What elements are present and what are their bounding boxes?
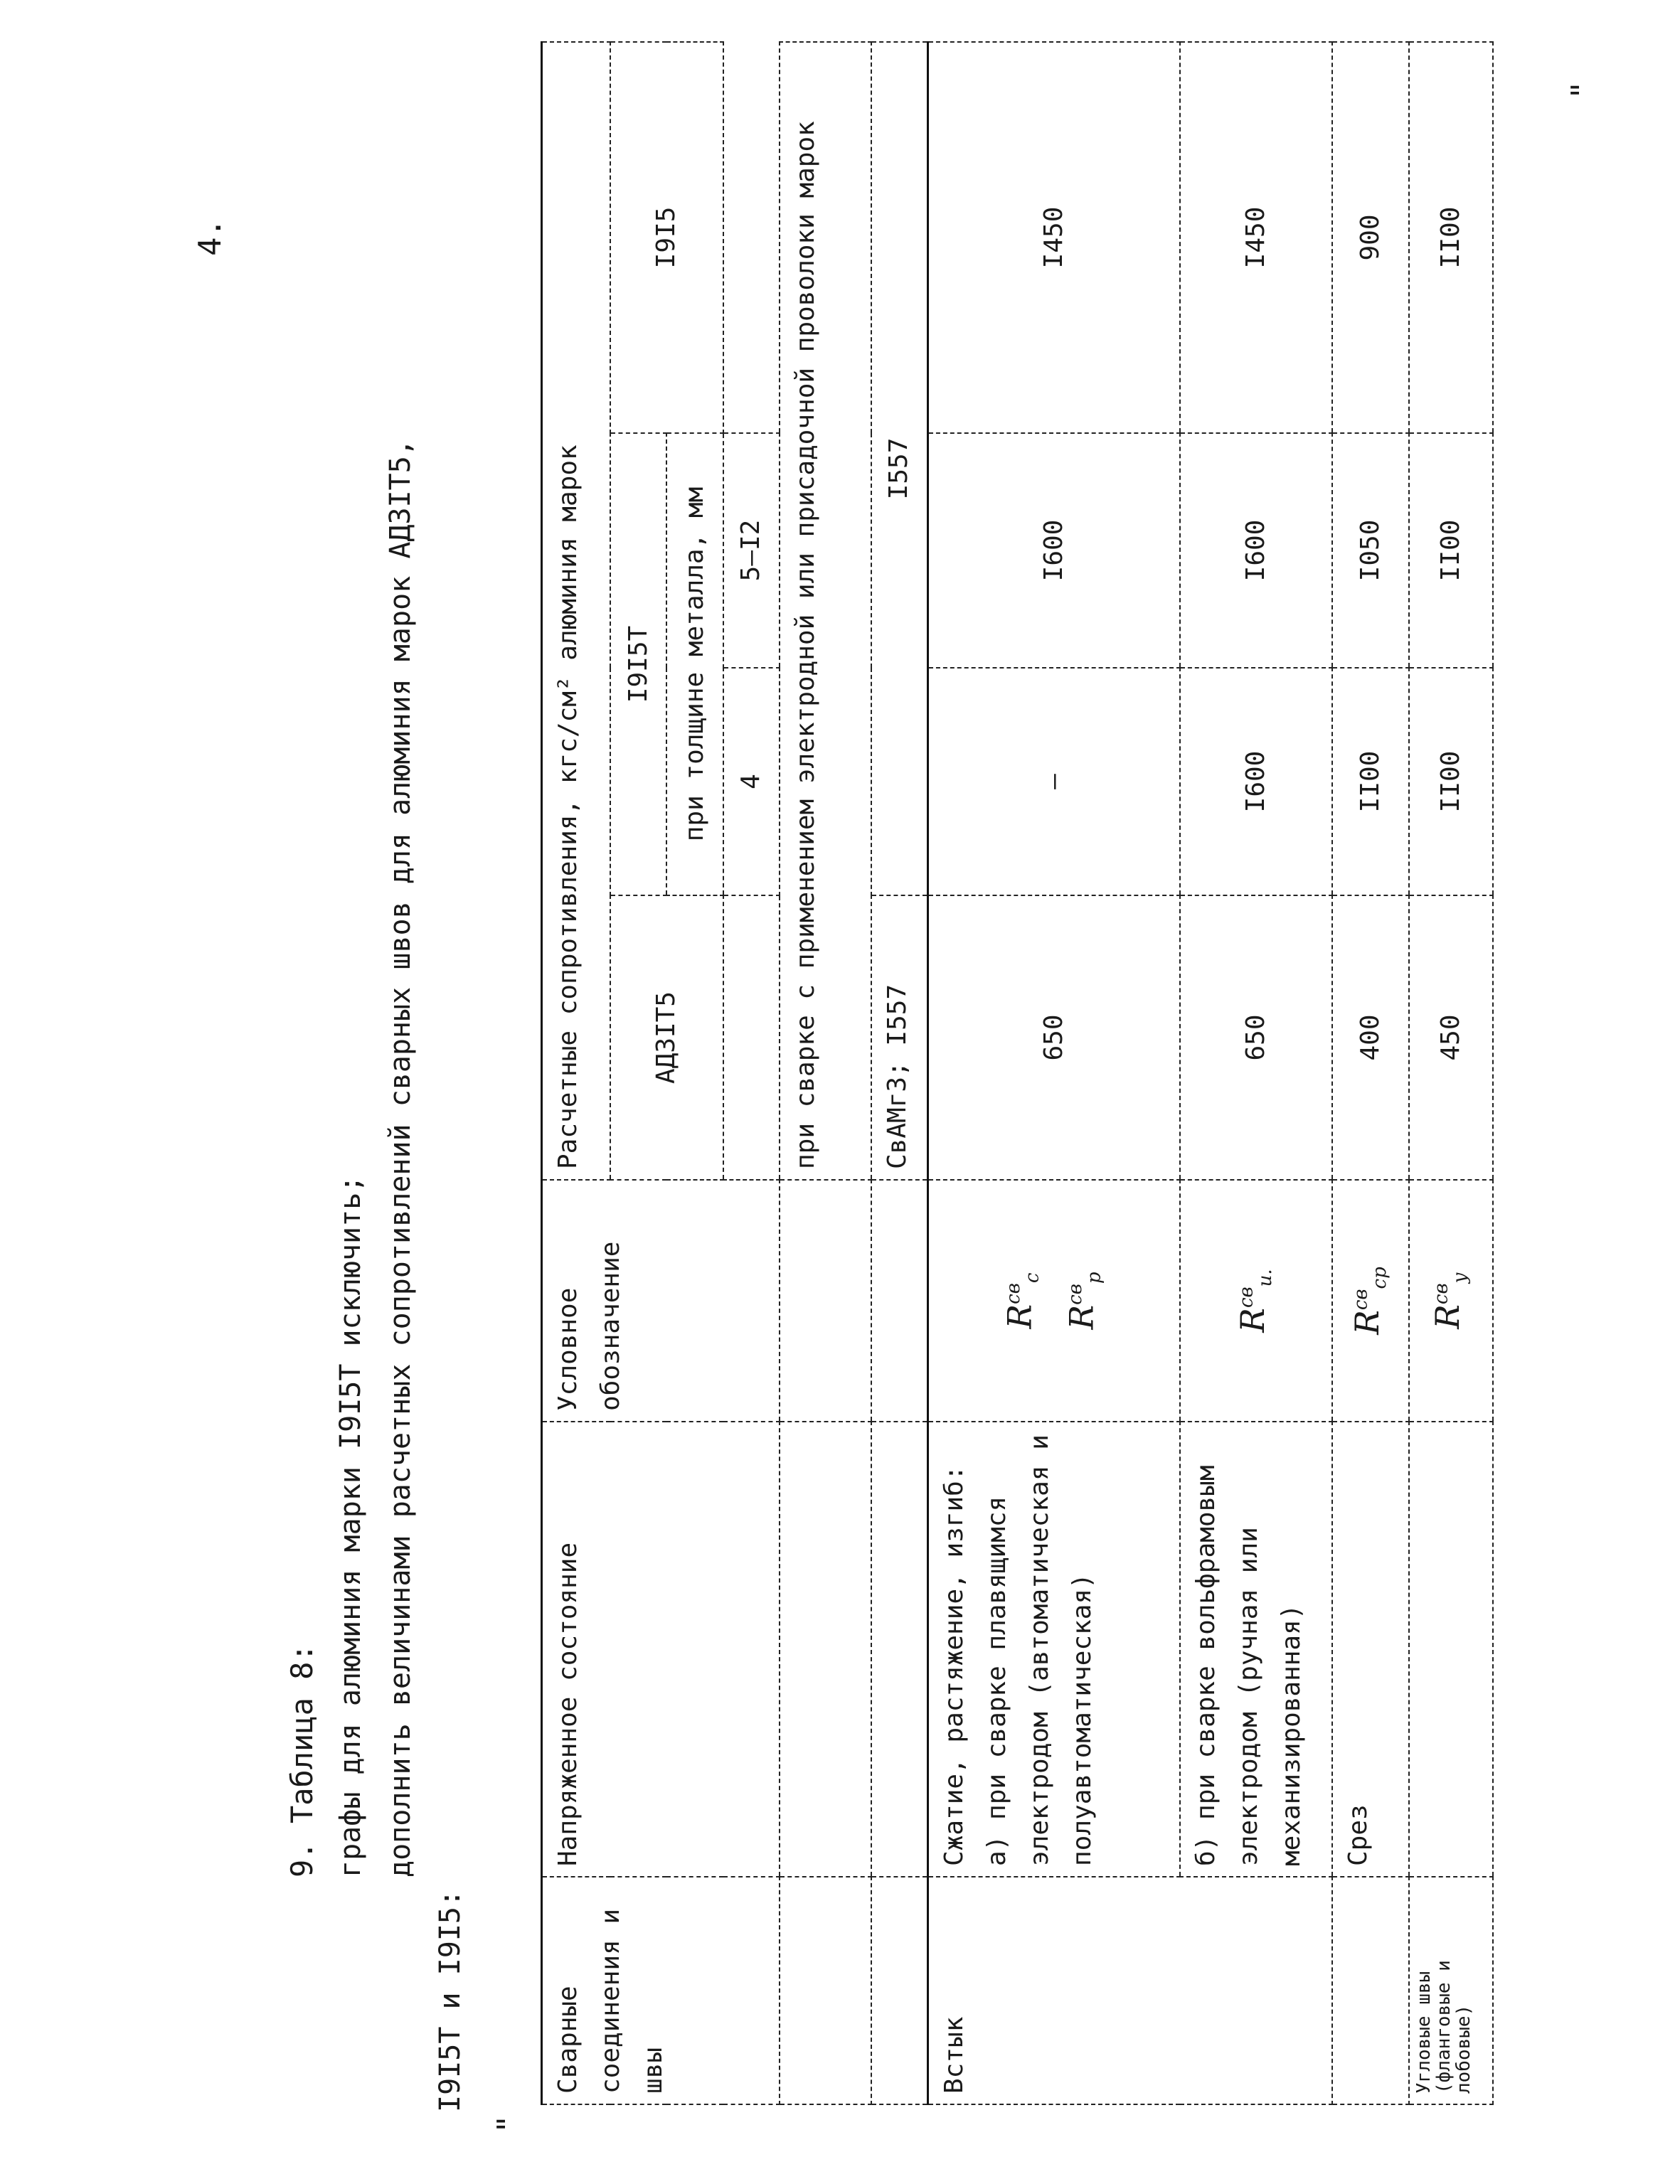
header-joints: Сварные соединения и швы: [542, 1877, 780, 2104]
header-1915t: I9I5T: [610, 433, 666, 895]
row2-1915t-5-12: I600: [1180, 433, 1333, 668]
row1-state: Сжатие, растяжение, изгиб: а) при сварке плавящимся электродом (автоматическая и полуавтоматическая): [928, 1422, 1180, 1877]
row3-ad31t5: 400: [1332, 895, 1409, 1180]
row2-symbol: $R^{св}_{u.}$: [1180, 1180, 1333, 1422]
item-heading: 9. Таблица 8:: [285, 1644, 319, 1877]
header-ad31t5: АД3IT5: [610, 895, 723, 1180]
row1-1915t-4: –: [928, 668, 1180, 895]
close-quote: ": [1565, 80, 1601, 100]
header-state: Напряженное состояние: [542, 1422, 780, 1877]
instruction-line-1: графы для алюминия марки I9I5T исключить;: [334, 1175, 367, 1877]
weld-resistance-table: [541, 43, 1494, 2105]
instruction-line-3: I9I5T и I9I5:: [434, 1889, 467, 2112]
row4-symbol: $R^{св}_у$: [1409, 1180, 1493, 1422]
header-resistance: Расчетные сопротивления, кгс/см² алюминия марок: [542, 42, 611, 1180]
header-wire-1: СвАМг3; I557: [871, 895, 928, 1180]
row3-1915t-4: II00: [1332, 668, 1409, 895]
row1-1915: I450: [928, 42, 1180, 433]
row3-1915: 900: [1332, 42, 1409, 433]
row2-ad31t5: 650: [1180, 895, 1333, 1180]
instruction-line-2: дополнить величинами расчетных сопротивлений сварных швов для алюминия марок АД3IT5,: [384, 439, 417, 1877]
row3-1915t-5-12: I050: [1332, 433, 1409, 668]
open-quote: ": [491, 2114, 527, 2134]
row4-1915: II00: [1409, 42, 1493, 433]
header-thickness-5-12: 5–I2: [723, 433, 780, 668]
row4-1915t-4: II00: [1409, 668, 1493, 895]
row3-symbol: $R^{св}_{ср}$: [1332, 1180, 1409, 1422]
header-wire-2: I557: [871, 42, 928, 895]
row2-state: б) при сварке вольфрамовым электродом (ручная или механизированная): [1180, 1422, 1333, 1877]
row1-symbol: $R^{св}_c$ $R^{св}_p$: [928, 1180, 1180, 1422]
row3-state: Срез: [1332, 1422, 1409, 1877]
page-number: 4.: [192, 218, 228, 256]
row4-ad31t5: 450: [1409, 895, 1493, 1180]
row1-1915t-5-12: I600: [928, 433, 1180, 668]
row1-ad31t5: 650: [928, 895, 1180, 1180]
row-butt-joint: Встык: [928, 1877, 1332, 2104]
header-thickness: при толщине металла, мм: [666, 433, 723, 895]
row-fillet-welds: Угловые швы (фланговые и лобовые): [1409, 1877, 1493, 2104]
header-1915: I9I5: [610, 42, 723, 433]
header-symbol: Условное обозначение: [542, 1180, 780, 1422]
header-weld-wire: при сварке с применением электродной или присадочной проволоки марок: [780, 42, 871, 1180]
row4-1915t-5-12: II00: [1409, 433, 1493, 668]
row2-1915t-4: I600: [1180, 668, 1333, 895]
header-thickness-4: 4: [723, 668, 780, 895]
row2-1915: I450: [1180, 42, 1333, 433]
